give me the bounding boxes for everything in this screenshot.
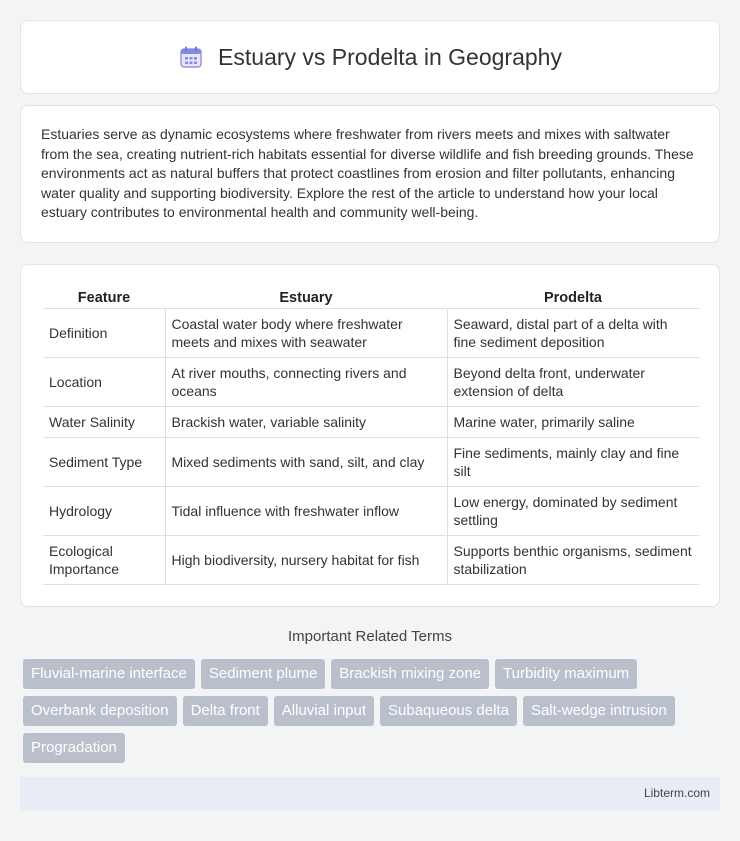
- related-terms-list: [23, 659, 723, 763]
- row-prodelta: Supports benthic organisms, sediment stabilization: [447, 535, 699, 584]
- row-prodelta: Marine water, primarily saline: [447, 406, 699, 437]
- row-feature: Sediment Type: [43, 437, 165, 486]
- table-row: [43, 486, 699, 535]
- row-feature: Hydrology: [43, 486, 165, 535]
- table-row: [43, 406, 699, 437]
- tag-subaqueous-delta[interactable]: Subaqueous delta: [380, 696, 517, 726]
- tag-salt-wedge-intrusion[interactable]: Salt-wedge intrusion: [523, 696, 675, 726]
- tag-overbank-deposition[interactable]: Overbank deposition: [23, 696, 177, 726]
- intro-text: Estuaries serve as dynamic ecosystems where freshwater from rivers meets and mixes with saltwater from the sea, creating nutrient-rich habitats essential for diverse wildlife and fish breeding grounds. These environments act as natural buffers that protect coastlines from erosion and filter pollutants, enhancing water quality and supporting biodiversity. Explore the rest of the article to understand how your local estuary contributes to environmental health and community well-being.: [41, 126, 694, 221]
- row-estuary: Tidal influence with freshwater inflow: [165, 486, 447, 535]
- row-feature: Location: [43, 357, 165, 406]
- header-estuary: Estuary: [165, 285, 447, 308]
- tag-turbidity-maximum[interactable]: Turbidity maximum: [495, 659, 637, 689]
- header-feature: Feature: [43, 285, 165, 308]
- row-estuary: At river mouths, connecting rivers and oceans: [165, 357, 447, 406]
- table-row: [43, 535, 699, 584]
- related-terms-heading: Important Related Terms: [288, 628, 452, 645]
- tag-fluvial-marine-interface[interactable]: Fluvial-marine interface: [23, 659, 195, 689]
- row-prodelta: Low energy, dominated by sediment settling: [447, 486, 699, 535]
- row-estuary: High biodiversity, nursery habitat for fish: [165, 535, 447, 584]
- row-feature: Water Salinity: [43, 406, 165, 437]
- page-title: Estuary vs Prodelta in Geography: [218, 43, 562, 70]
- tag-sediment-plume[interactable]: Sediment plume: [201, 659, 325, 689]
- footer: [20, 777, 720, 810]
- intro-card: [20, 105, 720, 243]
- row-feature: Ecological Importance: [43, 535, 165, 584]
- row-estuary: Coastal water body where freshwater meets and mixes with seawater: [165, 308, 447, 357]
- tag-delta-front[interactable]: Delta front: [183, 696, 268, 726]
- tag-progradation[interactable]: Progradation: [23, 733, 125, 763]
- table-row: [43, 437, 699, 486]
- comparison-table: [43, 285, 699, 585]
- row-feature: Definition: [43, 308, 165, 357]
- table-header-row: [43, 285, 699, 308]
- comparison-table-card: [20, 264, 720, 607]
- title-card: [20, 20, 720, 94]
- header-prodelta: Prodelta: [447, 285, 699, 308]
- row-prodelta: Fine sediments, mainly clay and fine silt: [447, 437, 699, 486]
- table-row: [43, 357, 699, 406]
- table-row: [43, 308, 699, 357]
- row-estuary: Brackish water, variable salinity: [165, 406, 447, 437]
- row-prodelta: Seaward, distal part of a delta with fine sediment deposition: [447, 308, 699, 357]
- row-prodelta: Beyond delta front, underwater extension of delta: [447, 357, 699, 406]
- tag-alluvial-input[interactable]: Alluvial input: [274, 696, 374, 726]
- tag-brackish-mixing-zone[interactable]: Brackish mixing zone: [331, 659, 489, 689]
- calendar-icon: [178, 44, 204, 70]
- footer-site-link[interactable]: Libterm.com: [643, 786, 710, 800]
- row-estuary: Mixed sediments with sand, silt, and clay: [165, 437, 447, 486]
